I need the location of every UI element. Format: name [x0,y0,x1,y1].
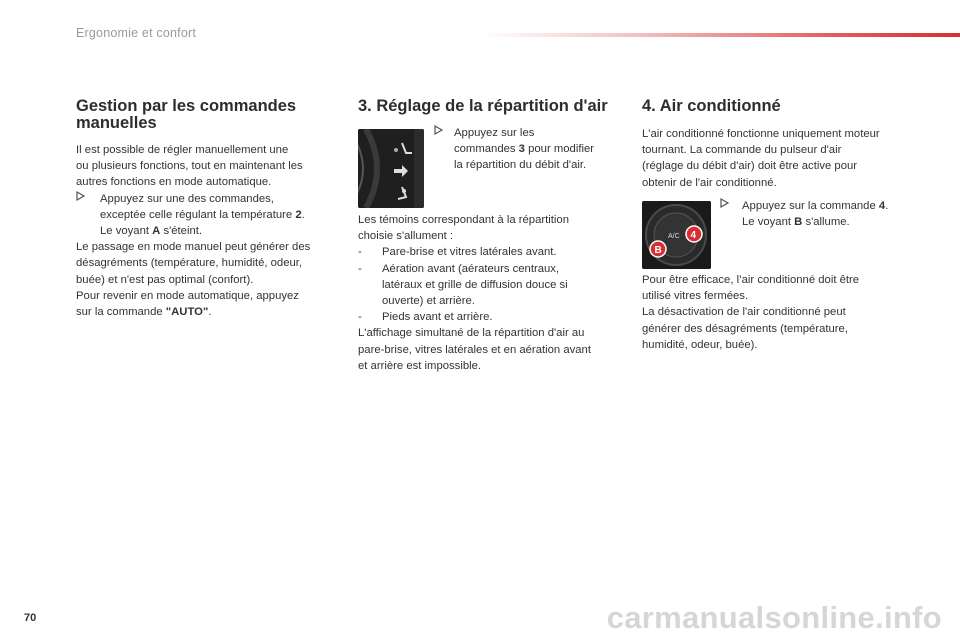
marker-b-label: B [654,245,662,256]
paragraph: L'affichage simultané de la répartition d'air au pare-brise, vitres latérales et en aération avant et arrière est impossible. [358,327,591,372]
air-distribution-controls-image [358,129,424,208]
header-accent-bar [480,33,960,37]
air-distribution-section [358,98,620,115]
list-item: - Aération avant (aérateurs centraux, latéraux et grille de diffusion douce si ouverte) et arrière. [358,262,568,308]
ac-notes [642,272,904,353]
paragraph: L'air conditionné fonctionne uniquement moteur tournant. La commande du pulseur d'air (réglage du débit d'air) doit être active pour obtenir de l'air conditionné. [642,128,880,189]
page-number: 70 [24,612,37,624]
ac-control-image [642,201,711,269]
pointer-icon [434,125,443,141]
manual-controls-section [76,98,338,320]
paragraph: Les témoins correspondant à la répartition choisie s'allument : [358,214,569,243]
manual-controls-heading [76,98,338,132]
pointer-icon [76,191,85,207]
list-item: - Pieds avant et arrière. [358,311,493,324]
instruction-bullet: Appuyez sur les commandes 3 pour modifier la répartition du débit d'air. [434,125,620,174]
pointer-icon [720,198,729,214]
section-title: Ergonomie et confort [76,26,197,40]
paragraph: Le passage en mode manuel peut générer des désagréments (température, humidité, odeur, buée) et n'est pas optimal (confort). Pour revenir en mode automatique, appuyez sur la commande "AUTO". [76,241,311,319]
ac-label: A/C [668,233,680,240]
distribution-instruction [434,125,620,174]
air-distribution-heading: 3. Réglage de la répartition d'air [358,97,608,115]
distribution-description [358,212,620,374]
paragraph: Pour être efficace, l’air conditionné doit être utilisé vitres fermées. La désactivation de l'air conditionné peut générer des désagréments (température, humidité, odeur, buée). [642,274,860,351]
instruction-bullet: Appuyez sur une des commandes, exceptée celle régulant la température 2. Le voyant A s'éteint. [76,191,338,240]
heading-line: manuelles [76,114,157,132]
watermark: carmanualsonline.info [606,600,942,635]
list-item: - Pare-brise et vitres latérales avant. [358,246,557,259]
air-conditioning-heading: 4. Air conditionné [642,97,781,115]
heading-line: Gestion par les commandes [76,97,297,115]
paragraph: Il est possible de régler manuellement une ou plusieurs fonctions, tout en maintenant les autres fonctions en mode automatique. [76,144,303,189]
marker-4-label: 4 [690,230,697,241]
ac-instruction [720,198,910,230]
air-conditioning-section [642,98,904,191]
instruction-bullet: Appuyez sur la commande 4. Le voyant B s'allume. [720,198,910,230]
